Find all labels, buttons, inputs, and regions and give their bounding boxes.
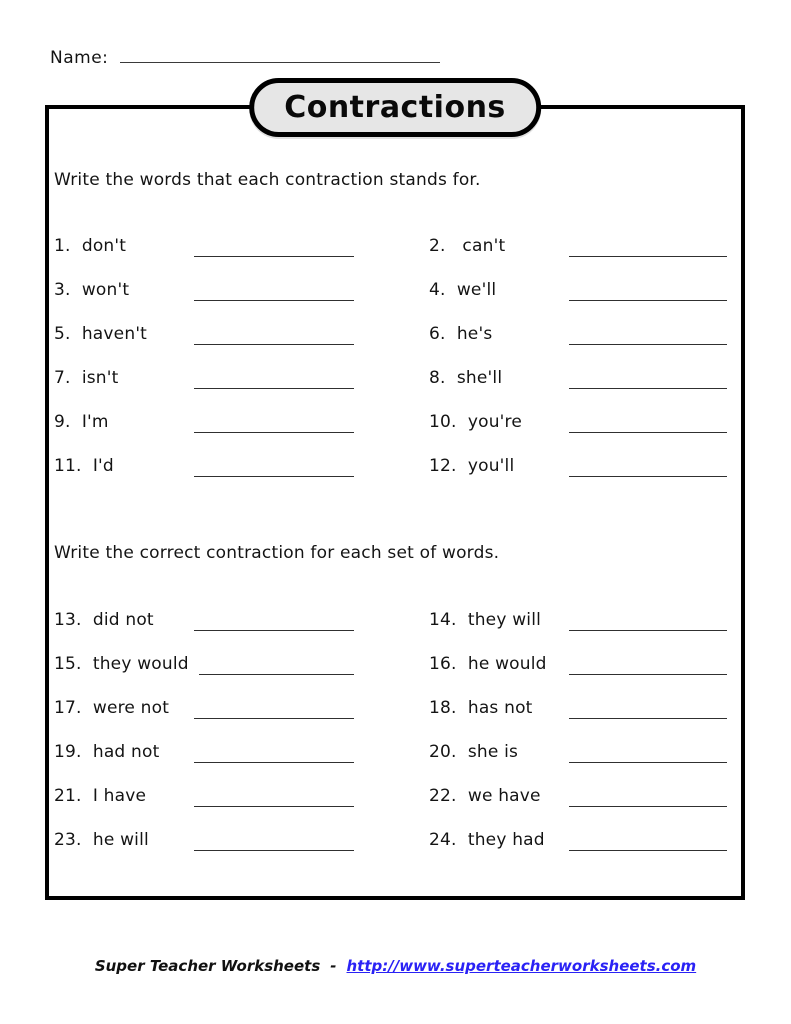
name-blank[interactable] <box>120 44 440 63</box>
item-label: 21. I have <box>54 786 147 806</box>
answer-blank-17[interactable] <box>194 699 354 719</box>
item-label: 18. has not <box>429 698 533 718</box>
worksheet-item-11 <box>54 455 354 477</box>
answer-blank-19[interactable] <box>194 743 354 763</box>
section2-instruction: Write the correct contraction for each set of words. <box>54 543 500 563</box>
name-row <box>50 44 440 69</box>
answer-blank-11[interactable] <box>194 457 354 477</box>
worksheet-item-12 <box>429 455 727 477</box>
item-label: 20. she is <box>429 742 519 762</box>
answer-blank-10[interactable] <box>569 413 727 433</box>
answer-blank-7[interactable] <box>194 369 354 389</box>
item-label: 13. did not <box>54 610 154 630</box>
worksheet-item-20 <box>429 741 727 763</box>
footer-separator: - <box>330 957 337 975</box>
item-label: 5. haven't <box>54 324 148 344</box>
item-label: 19. had not <box>54 742 160 762</box>
item-label: 7. isn't <box>54 368 119 388</box>
item-label: 3. won't <box>54 280 130 300</box>
item-label: 10. you're <box>429 412 523 432</box>
worksheet-item-21 <box>54 785 354 807</box>
answer-blank-6[interactable] <box>569 325 727 345</box>
answer-blank-8[interactable] <box>569 369 727 389</box>
answer-blank-9[interactable] <box>194 413 354 433</box>
title-pill <box>249 78 541 137</box>
item-label: 17. were not <box>54 698 170 718</box>
answer-blank-13[interactable] <box>194 611 354 631</box>
answer-blank-2[interactable] <box>569 237 727 257</box>
worksheet-item-3 <box>54 279 354 301</box>
answer-blank-18[interactable] <box>569 699 727 719</box>
item-label: 1. don't <box>54 236 127 256</box>
item-label: 15. they would <box>54 654 189 674</box>
footer-link[interactable]: http://www.superteacherworksheets.com <box>346 957 697 975</box>
worksheet-item-10 <box>429 411 727 433</box>
item-label: 12. you'll <box>429 456 515 476</box>
worksheet-item-22 <box>429 785 727 807</box>
worksheet-item-13 <box>54 609 354 631</box>
item-label: 22. we have <box>429 786 541 806</box>
item-label: 11. I'd <box>54 456 114 476</box>
answer-blank-3[interactable] <box>194 281 354 301</box>
item-label: 9. I'm <box>54 412 109 432</box>
item-label: 4. we'll <box>429 280 497 300</box>
section1-instruction: Write the words that each contraction stands for. <box>54 170 481 190</box>
answer-blank-4[interactable] <box>569 281 727 301</box>
item-label: 6. he's <box>429 324 493 344</box>
worksheet-item-24 <box>429 829 727 851</box>
item-label: 23. he will <box>54 830 149 850</box>
worksheet-item-19 <box>54 741 354 763</box>
item-label: 2. can't <box>429 236 506 256</box>
worksheet-item-8 <box>429 367 727 389</box>
worksheet-item-7 <box>54 367 354 389</box>
item-label: 14. they will <box>429 610 542 630</box>
worksheet-item-1 <box>54 235 354 257</box>
answer-blank-16[interactable] <box>569 655 727 675</box>
footer-site-name: Super Teacher Worksheets <box>94 957 321 975</box>
answer-blank-15[interactable] <box>199 655 354 675</box>
worksheet-item-15 <box>54 653 354 675</box>
worksheet-item-23 <box>54 829 354 851</box>
worksheet-item-18 <box>429 697 727 719</box>
worksheet-item-17 <box>54 697 354 719</box>
item-label: 8. she'll <box>429 368 503 388</box>
worksheet-box <box>45 90 745 900</box>
answer-blank-21[interactable] <box>194 787 354 807</box>
answer-blank-20[interactable] <box>569 743 727 763</box>
worksheet-item-2 <box>429 235 727 257</box>
page-title: Contractions <box>284 90 506 125</box>
answer-blank-23[interactable] <box>194 831 354 851</box>
answer-blank-5[interactable] <box>194 325 354 345</box>
worksheet-item-5 <box>54 323 354 345</box>
worksheet-item-4 <box>429 279 727 301</box>
answer-blank-14[interactable] <box>569 611 727 631</box>
section2-items <box>54 609 741 851</box>
answer-blank-12[interactable] <box>569 457 727 477</box>
item-label: 24. they had <box>429 830 545 850</box>
worksheet-item-6 <box>429 323 727 345</box>
name-label: Name: <box>50 48 109 68</box>
answer-blank-24[interactable] <box>569 831 727 851</box>
answer-blank-22[interactable] <box>569 787 727 807</box>
worksheet-item-9 <box>54 411 354 433</box>
worksheet-item-14 <box>429 609 727 631</box>
section1-items <box>54 235 741 477</box>
footer <box>0 956 791 976</box>
item-label: 16. he would <box>429 654 547 674</box>
worksheet-item-16 <box>429 653 727 675</box>
answer-blank-1[interactable] <box>194 237 354 257</box>
